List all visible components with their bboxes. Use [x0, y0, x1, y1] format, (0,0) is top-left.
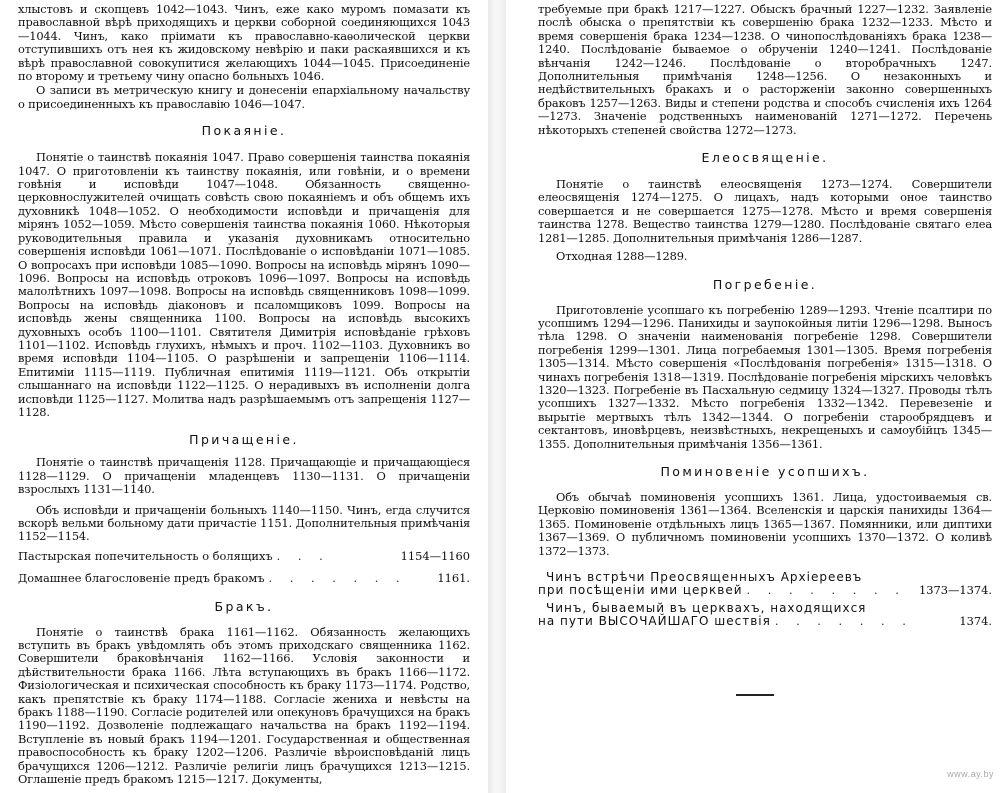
- text-block-pokayanie: Понятіе о таинствѣ покаянія 1047. Право совершенія таинства покаянія 1047. О приготовленіи къ таинству покаянія, или говѣніи, и о времени говѣнія и исповѣди 1047—1048. Обязанность священно-церковнослужителей очищать совѣсть свою покаяніемъ и объ общемъ ихъ духовникѣ 1048—1052. О необходимости исповѣди и причащенія для мірянъ 1052—1059. Мѣсто совершенія таинства покаянія 1060. Нѣкоторыя руководительныя правила и указанія духовникамъ относительно совершенія исповѣди 1061—1071. Послѣдованіе о исповѣданіи 1071—1085. О вопросахъ при исповѣди 1085—1090. Вопросы на исповѣдь мірянъ 1090—1096. Вопросы на исповѣдь отроковъ 1096—1097. Вопросы на исповѣдь малолѣтнихъ 1097—1098. Вопросы на исповѣдь священниковъ 1098—1099. Вопросы на исповѣдь діаконовъ и псаломщиковъ 1099. Вопросы на исповѣдь жены священника 1100. Вопросы на исповѣдь высокихъ духовныхъ особъ 1100—1101. Святителя Димитрія исповѣданіе грѣховъ 1101—1102. Исповѣдь глухихъ, нѣмыхъ и проч. 1102—1103. Духовникъ во время исповѣди 1104—1105. О разрѣшеніи и запрещеніи 1106—1114. Епитиміи 1115—1119. Публичная епитимія 1119—1121. Объ открытіи слышаннаго на исповѣди 1122—1125. О нерадивыхъ въ исполненіи долга исповѣди 1125—1127. Молитва надъ разрѣшаемымъ отъ запрещенія 1127—1128.: [18, 150, 470, 419]
- toc-page: 1154—1160: [400, 548, 470, 563]
- left-column: [18, 0, 470, 787]
- toc-leader-dots: . . . . . . .: [268, 572, 407, 586]
- section-heading-prichashchenie: Причащеніе.: [189, 432, 299, 448]
- toc-label: Домашнее благословеніе предъ бракомъ: [18, 571, 265, 586]
- text-block-pominovenie: Объ обычаѣ поминовенія усопшихъ 1361. Лица, удостоиваемыя св. Церковію поминовенія 1361—1364. Вселенскія и царскія панихиды 1364—1365. Поминовеніе отдѣльныхъ лицъ 1365—1367. Помянники, или диптихи 1367—1369. О публичномъ поминовеніи усопшихъ 1370—1372. О коливѣ 1372—1373.: [538, 489, 992, 558]
- book-gutter: [488, 0, 506, 793]
- toc-leader-dots: . . . . . . . .: [746, 584, 906, 597]
- text-block-pogrebenie: Приготовленіе усопшаго къ погребенію 1289—1293. Чтеніе псалтири по усопшимъ 1294—1296. Панихиды и заупокойныя литіи 1296—1298. Выносъ тѣла 1298. О значеніи наименованія погребеніе 1298. Совершители погребенія 1299—1301. Лица погребаемыя 1301—1305. Время погребенія 1305—1314. Мѣсто совершенія «Послѣдованія погребенія» 1315—1318. О чинахъ погребенія 1318—1319. Послѣдованіе погребенія мірскихъ человѣкъ 1320—1323. Погребеніе въ Пасхальную седмицу 1324—1327. Проводы тѣлъ усопшихъ 1327—1332. Мѣсто погребенія 1332—1342. Перевезеніе и вырытіе мертвыхъ тѣлъ 1342—1344. О погребеніи старообрядцевъ и сектантовъ, иновѣрцевъ, неизвѣстныхъ, некрещеныхъ и самоубійцъ 1345—1355. Дополнительныя примѣчанія 1356—1361.: [538, 302, 992, 451]
- toc-row: [538, 615, 992, 628]
- text-block-otkhodnaya: Отходная 1288—1289.: [556, 249, 688, 264]
- toc-label: Пастырская попечительность о болящихъ: [18, 548, 273, 563]
- toc-leader-dots: . . .: [276, 549, 330, 563]
- toc-row: [538, 584, 992, 597]
- end-rule: [736, 694, 774, 696]
- text-block-brak: Понятіе о таинствѣ брака 1161—1162. Обязанность желающихъ вступить въ бракъ увѣдомлять объ этомъ приходскаго священника 1162. Совершители браковѣнчанія 1162—1166. Условія законности и дѣйствительности брака 1166. Лѣта вступающихъ въ бракъ 1166—1172. Физіологическая и психическая способность къ браку 1173—1174. Родство, какъ препятствіе къ браку 1174—1188. Согласіе жениха и невѣсты на бракъ 1188—1190. Согласіе родителей или опекуновъ брачущихся на бракъ 1190—1192. Дозволеніе подлежащаго начальства на бракъ 1192—1194. Вступленіе въ новый бракъ 1194—1201. Государственная и общественная правоспособность къ браку 1202—1206. Различіе вѣроисповѣданій лицъ брачущихся 1206—1212. Различіе религіи лицъ брачущихся 1213—1215. Оглашеніе предъ бракомъ 1215—1217. Документы,: [18, 624, 470, 787]
- toc-entry-blagoslovenie: [18, 572, 470, 585]
- toc-label-line2: на пути ВЫСОЧАЙШАГО шествія: [538, 614, 771, 629]
- right-column: [538, 0, 992, 629]
- text-block-eleosvyashchenie: Понятіе о таинствѣ елеосвященія 1273—1274. Совершители елеосвященія 1274—1275. О лицахъ, надъ которыми оное таинство совершается и не совершается 1275—1278. Мѣсто и время совершенія таинства 1278. Вещество таинства 1279—1280. Послѣдованіе святаго елеа 1281—1285. Дополнительныя примѣчанія 1286—1287.: [538, 177, 992, 245]
- toc-page: 1161.: [437, 571, 470, 586]
- section-heading-pominovenie: Поминовеніе усопшихъ.: [660, 463, 870, 479]
- toc-leader-dots: . . . . . . .: [774, 615, 913, 629]
- text-block-bolnykh: Объ исповѣди и причащеніи больныхъ 1140—1150. Чинъ, егда случится вскорѣ вельми больному дати причастіе 1151. Дополнительныя примѣчанія 1152—1154.: [18, 502, 470, 544]
- text-block-top: требуемые при бракѣ 1217—1227. Обыскъ брачный 1227—1232. Заявленіе послѣ обыска о препятствіи къ совершенію брака 1232—1233. Мѣсто и время совершенія брака 1234—1238. О чинопослѣдованіяхъ брака 1238—1240. Послѣдованіе бываемое о обрученіи 1240—1241. Послѣдованіе вѣнчанія 1242—1246. Послѣдованіе о второбрачныхъ 1247. Дополнительныя примѣчанія 1248—1256. О незаконныхъ и недѣйствительныхъ бракахъ и о расторженіи законно совершенныхъ браковъ 1257—1263. Виды и степени родства и способъ счисленія ихъ 1264—1273. Значеніе родственныхъ наименованій 1271—1272. Перечень нѣкоторыхъ степеней свойства 1272—1273.: [538, 2, 992, 137]
- toc-label-line1: Чинъ, бываемый въ церквахъ, находящихся: [546, 601, 867, 616]
- text-block-top: хлыстовъ и скопцевъ 1042—1043. Чинъ, еже како муромъ помазати къ православной вѣрѣ приходящихъ и церкви соборной соединяющихся 1043—1044. Чинъ, како пріимати къ православно-каѳолической церкви отступившихъ отъ нея къ жидовскому невѣрію и паки раскаявшихся и къ вѣрѣ православной совокупитися желающихъ 1044—1045. Присоединеніе по второму и третьему чину опасно больныхъ 1046.: [18, 2, 470, 84]
- toc-entry-byvaemyi: [538, 601, 992, 628]
- section-heading-brak: Бракъ.: [214, 598, 274, 614]
- toc-entry-vstrechi: [538, 570, 992, 597]
- section-heading-pogrebenie: Погребеніе.: [712, 276, 818, 292]
- toc-entry-pastyrskaya: [18, 550, 470, 563]
- toc-label-line2: при посѣщеніи ими церквей: [538, 583, 743, 597]
- text-block-zapisi: О записи въ метрическую книгу и донесеніи епархіальному начальству о присоединенныхъ къ православію 1046—1047.: [18, 83, 470, 111]
- left-page: [0, 0, 488, 793]
- watermark: www.ay.by: [947, 769, 994, 779]
- toc-page: 1373—1374.: [919, 583, 992, 597]
- text-block-prichashchenie: Понятіе о таинствѣ причащенія 1128. Причащающіе и причащающіеся 1128—1129. О причащеніи младенцевъ 1130—1131. О причащеніи взрослыхъ 1131—1140.: [18, 455, 470, 497]
- section-heading-eleosvyashchenie: Елеосвященіе.: [701, 150, 829, 166]
- toc-label-line1: Чинъ встрѣчи Преосвященныхъ Архіереевъ: [546, 570, 863, 584]
- right-page: [506, 0, 1000, 793]
- section-heading-pokayanie: Покаяніе.: [201, 123, 287, 139]
- toc-page: 1374.: [959, 614, 992, 629]
